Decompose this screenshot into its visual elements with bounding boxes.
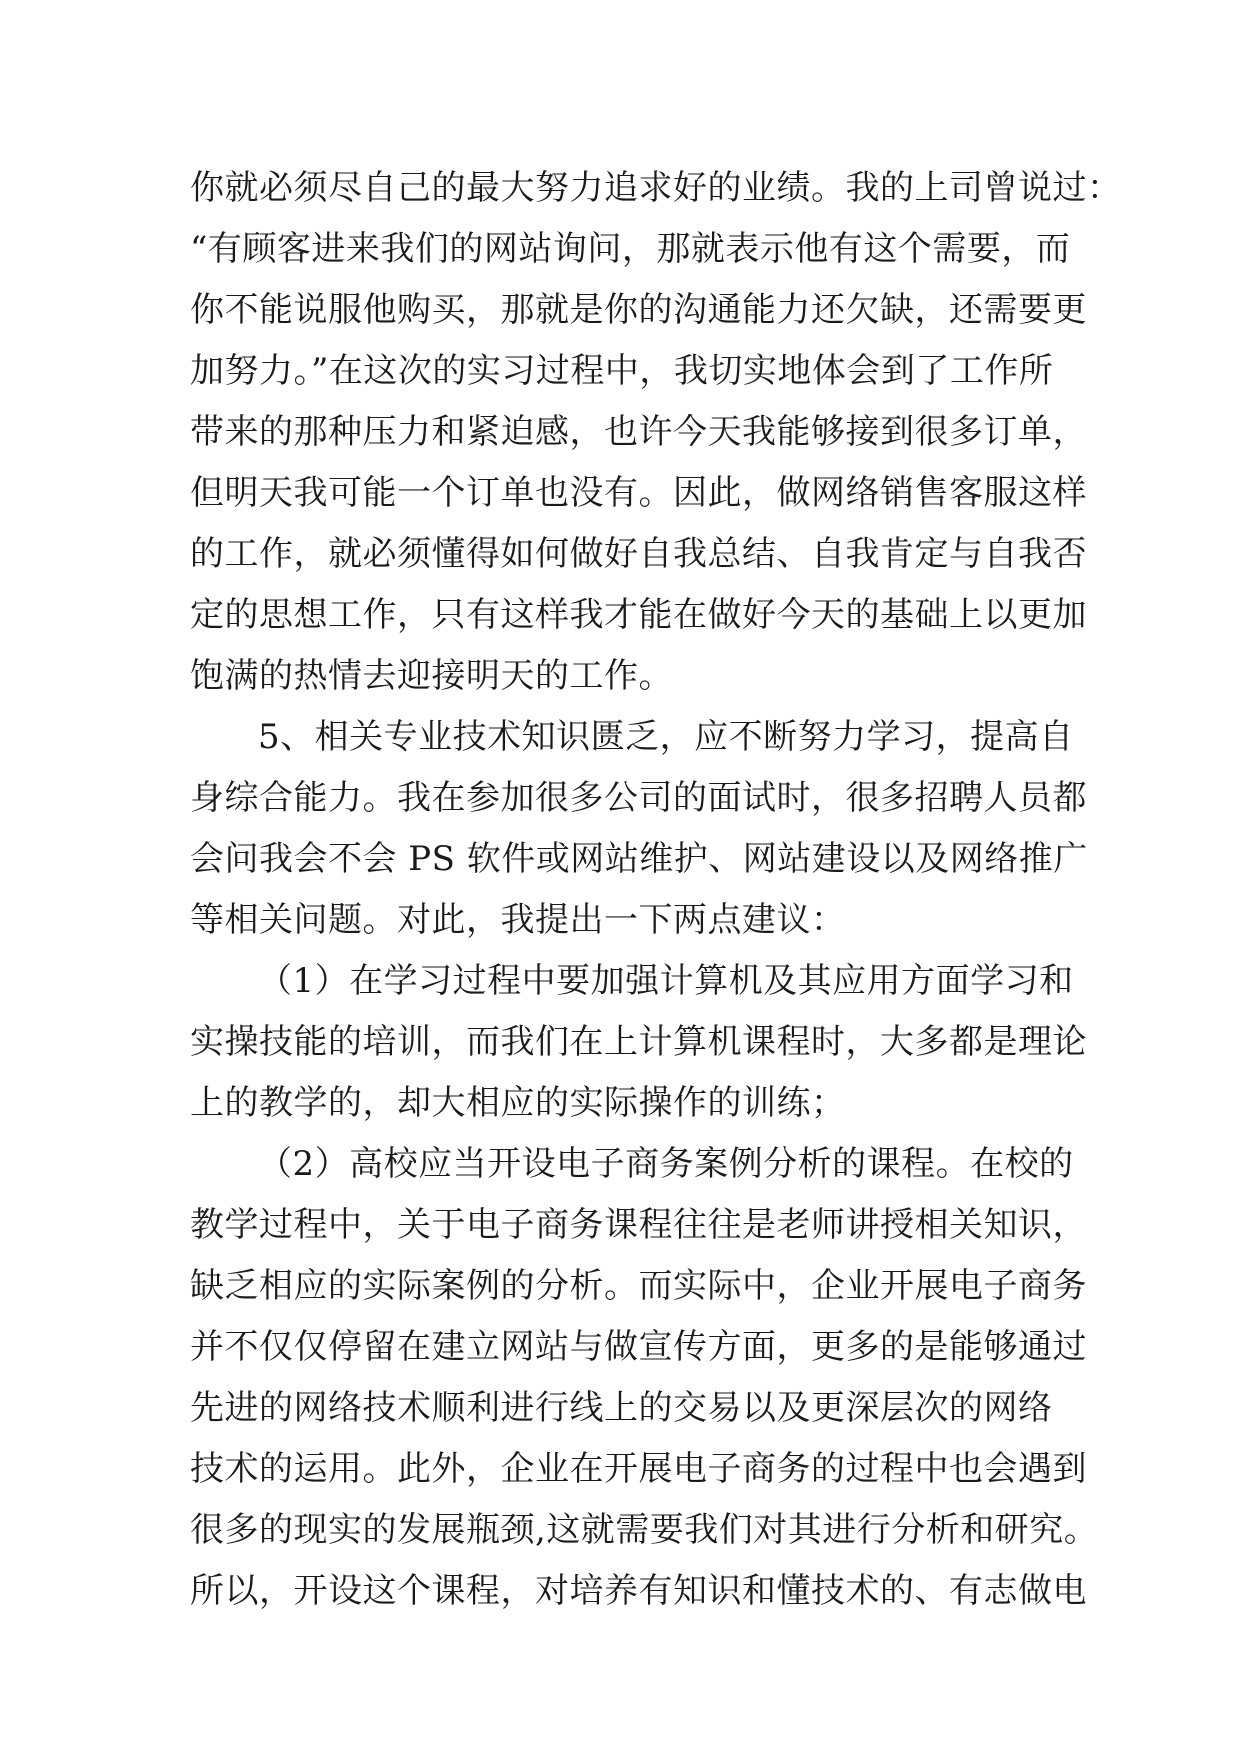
text-line: 饱满的热情去迎接明天的工作。 xyxy=(190,656,673,696)
text-line: 先进的网络技术顺利进行线上的交易以及更深层次的网络 xyxy=(190,1388,1053,1428)
text-line: 带来的那种压力和紧迫感，也许今天我能够接到很多订单， xyxy=(190,412,1087,452)
text-line: 等相关问题。对此，我提出一下两点建议： xyxy=(190,900,846,940)
text-line: 定的思想工作，只有这样我才能在做好今天的基础上以更加 xyxy=(190,595,1087,635)
text-line: 教学过程中，关于电子商务课程往往是老师讲授相关知识， xyxy=(190,1205,1087,1245)
text-line: 你就必须尽自己的最大努力追求好的业绩。我的上司曾说过： xyxy=(190,168,1122,208)
paragraph-start-line: （2）高校应当开设电子商务案例分析的课程。在校的 xyxy=(258,1144,1074,1184)
paragraph-start-line: （1）在学习过程中要加强计算机及其应用方面学习和 xyxy=(258,961,1074,1001)
text-line: 实操技能的培训，而我们在上计算机课程时，大多都是理论 xyxy=(190,1022,1087,1062)
text-line: 并不仅仅停留在建立网站与做宣传方面，更多的是能够通过 xyxy=(190,1327,1087,1367)
text-line: 缺乏相应的实际案例的分析。而实际中，企业开展电子商务 xyxy=(190,1266,1087,1306)
body-text xyxy=(190,158,1122,1622)
text-line: 身综合能力。我在参加很多公司的面试时，很多招聘人员都 xyxy=(190,778,1087,818)
text-line: 的工作，就必须懂得如何做好自我总结、自我肯定与自我否 xyxy=(190,534,1087,574)
text-line: 但明天我可能一个订单也没有。因此，做网络销售客服这样 xyxy=(190,473,1087,513)
text-line: 技术的运用。此外，企业在开展电子商务的过程中也会遇到 xyxy=(190,1449,1087,1489)
text-line: 很多的现实的发展瓶颈,这就需要我们对其进行分析和研究。 xyxy=(190,1510,1099,1550)
text-line: 会问我会不会 PS 软件或网站维护、网站建设以及网络推广 xyxy=(190,839,1088,879)
text-line: 你不能说服他购买，那就是你的沟通能力还欠缺，还需要更 xyxy=(190,290,1087,330)
text-line: “有顾客进来我们的网站询问，那就表示他有这个需要，而 xyxy=(190,229,1071,269)
text-line: 所以，开设这个课程，对培养有知识和懂技术的、有志做电 xyxy=(190,1571,1087,1611)
text-line: 上的教学的，却大相应的实际操作的训练； xyxy=(190,1083,846,1123)
text-line: 加努力。”在这次的实习过程中，我切实地体会到了工作所 xyxy=(190,351,1054,391)
paragraph-start-line: 5、相关专业技术知识匮乏，应不断努力学习，提高自 xyxy=(258,717,1074,757)
